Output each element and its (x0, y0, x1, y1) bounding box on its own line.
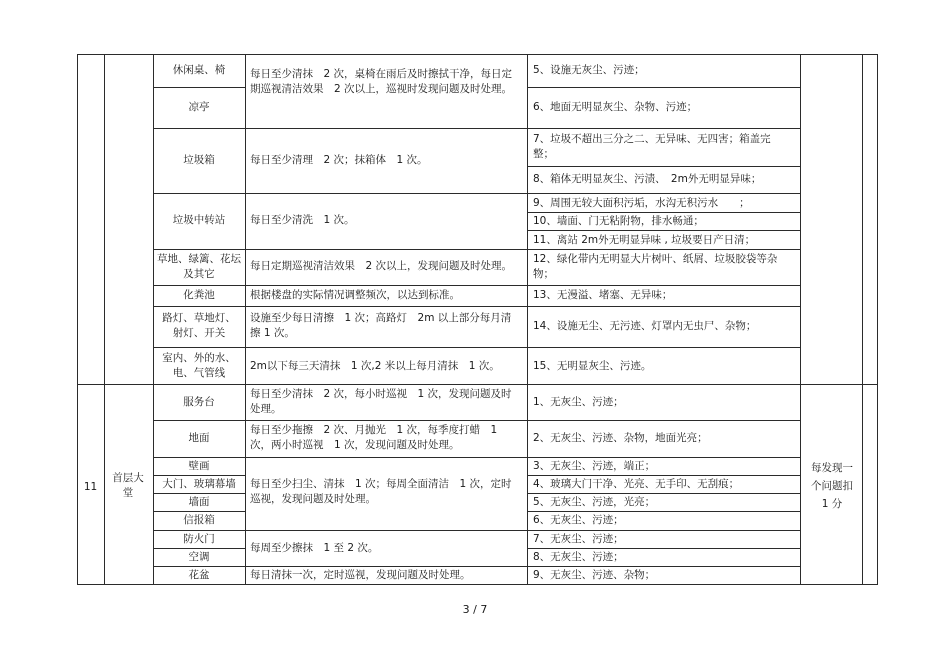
row-line (527, 230, 800, 231)
col-line-7 (877, 54, 878, 585)
col-line-0 (77, 54, 78, 585)
section-divider (77, 384, 878, 385)
row-line (153, 530, 800, 531)
standard-text: 13、无漫溢、堵塞、无异味； (533, 289, 673, 301)
standard-text: 6、地面无明显灰尘、杂物、污迹； (533, 101, 698, 113)
standard-text: 9、无灰尘、污迹、杂物； (533, 569, 656, 581)
row-line (527, 511, 800, 512)
item-name: 化粪池 (183, 289, 215, 301)
item-name: 垃圾箱 (183, 154, 215, 166)
col-line-5 (800, 54, 801, 585)
col-line-3 (245, 54, 246, 585)
row-line (153, 548, 245, 549)
standard-text: 7、垃圾不超出三分之二、无异味、无四害；箱盖完整； (533, 133, 771, 160)
item-name: 防火门 (183, 533, 215, 545)
standard-text: 10、墙面、门无粘附物，排水畅通； (533, 215, 704, 227)
standard-text: 11、离站 2m外无明显异味 , 垃圾要日产日清； (533, 234, 756, 246)
row-line (153, 566, 800, 567)
standard-text: 12、绿化带内无明显大片树叶、纸屑、垃圾胶袋等杂物； (533, 253, 778, 280)
method-text: 设施至少每日清擦 1 次；高路灯 2m 以上部分每月清擦 1 次。 (250, 312, 512, 339)
item-name: 室内、外的水、电、气管线 (162, 352, 236, 379)
item-name: 花盆 (188, 569, 210, 581)
row-line (153, 87, 245, 88)
item-name: 地面 (188, 432, 210, 444)
method-text: 每日至少扫尘、清抹 1 次；每周全面清洁 1 次，定时巡视，发现问题及时处理。 (250, 478, 512, 505)
standard-text: 7、无灰尘、污迹； (533, 533, 624, 545)
table-border-top (77, 54, 878, 55)
method-text: 每周至少擦抹 1 至 2 次。 (250, 542, 379, 554)
row-line (527, 212, 800, 213)
standard-text: 5、设施无灰尘、污迹； (533, 64, 645, 76)
row-line (527, 87, 800, 88)
item-name: 垃圾中转站 (172, 214, 226, 226)
method-text: 每日清抹一次，定时巡视，发现问题及时处理。 (250, 569, 471, 581)
row-line (153, 511, 245, 512)
method-text: 每日至少拖擦 2 次、月抛光 1 次，每季度打蜡 1 次，两小时巡视 1 次，发现问题及时处理。 (250, 424, 498, 451)
standard-text: 2、无灰尘、污迹、杂物，地面光亮； (533, 432, 708, 444)
standard-text: 14、设施无尘、无污迹、灯罩内无虫尸、杂物； (533, 320, 757, 332)
table-border-bottom (77, 584, 878, 585)
item-name: 休闲桌、椅 (172, 64, 226, 76)
standard-text: 9、周围无较大面积污垢，水沟无积污水 ； (533, 197, 750, 209)
row-line (153, 475, 245, 476)
standard-text: 15、无明显灰尘、污迹。 (533, 360, 652, 372)
item-name: 凉亭 (188, 101, 210, 113)
col-line-6 (862, 54, 863, 585)
method-text: 每日至少清洗 1 次。 (250, 214, 355, 226)
row-line (153, 193, 800, 194)
item-name: 信报箱 (183, 514, 215, 526)
standard-text: 1、无灰尘、污迹； (533, 396, 624, 408)
row-line (527, 548, 800, 549)
item-name: 墙面 (188, 496, 210, 508)
standard-text: 8、无灰尘、污迹； (533, 551, 624, 563)
item-name: 空调 (188, 551, 210, 563)
page-number: 3 / 7 (462, 603, 488, 616)
item-name: 草地、绿篱、花坛及其它 (157, 253, 241, 280)
section-area: 首层大堂 (112, 472, 144, 499)
row-line (527, 475, 800, 476)
row-line (153, 306, 800, 307)
col-line-1 (104, 54, 105, 585)
standard-text: 4、玻璃大门干净、光亮、无手印、无刮痕； (533, 478, 740, 490)
row-line (153, 347, 800, 348)
method-text: 每日至少清理 2 次；抹箱体 1 次。 (250, 154, 428, 166)
standard-text: 8、箱体无明显灰尘、污渍、 2m外无明显异味； (533, 173, 762, 185)
item-name: 服务台 (183, 396, 215, 408)
standard-text: 6、无灰尘、污迹； (533, 514, 624, 526)
row-line (153, 128, 800, 129)
row-line (527, 166, 800, 167)
item-name: 大门、玻璃幕墙 (162, 478, 236, 490)
standard-text: 5、无灰尘、污迹，光亮； (533, 496, 656, 508)
standard-text: 3、无灰尘、污迹，端正； (533, 460, 656, 472)
method-text: 根据楼盘的实际情况调整频次，以达到标准。 (250, 289, 460, 301)
section-number: 11 (83, 481, 98, 493)
col-line-4 (527, 54, 528, 585)
row-line (153, 493, 245, 494)
row-line (153, 457, 800, 458)
method-text: 每日定期巡视清洁效果 2 次以上，发现问题及时处理。 (250, 260, 513, 272)
method-text: 2m以下每三天清抹 1 次,2 米以上每月清抹 1 次。 (250, 360, 500, 372)
row-line (153, 420, 800, 421)
item-name: 壁画 (188, 460, 210, 472)
item-name: 路灯、草地灯、射灯、开关 (162, 312, 236, 339)
row-line (153, 249, 800, 250)
method-text: 每日至少清抹 2 次，桌椅在雨后及时擦拭干净，每日定期巡视清洁效果 2 次以上，巡视时发现问题及时处理。 (250, 68, 513, 95)
row-line (153, 285, 800, 286)
row-line (527, 493, 800, 494)
method-text: 每日至少清抹 2 次，每小时巡视 1 次，发现问题及时处理。 (250, 388, 512, 415)
penalty-text: 每发现一个问题扣 1 分 (811, 462, 853, 510)
